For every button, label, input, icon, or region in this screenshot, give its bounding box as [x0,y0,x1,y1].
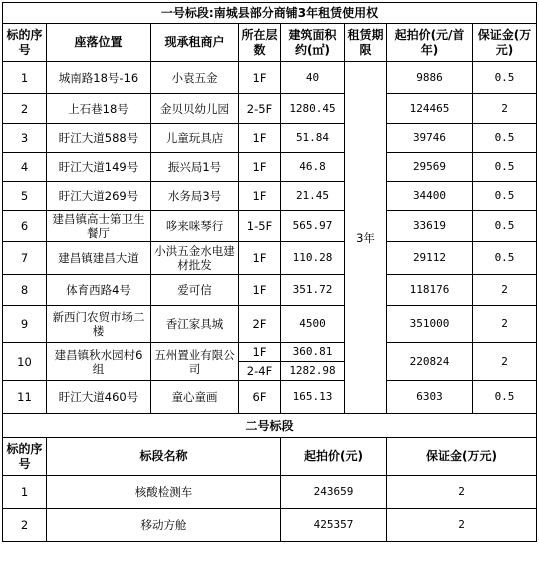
cell-location: 盱江大道269号 [47,182,151,211]
table-row [3,275,537,306]
cell-deposit: 0.5 [473,153,537,182]
cell-area: 40 [281,62,345,94]
cell-seq: 4 [3,153,47,182]
table-row [3,94,537,124]
table-row [3,242,537,275]
cell-name: 移动方舱 [47,509,281,542]
cell-price: 9886 [387,62,473,94]
cell-location: 盱江大道149号 [47,153,151,182]
cell-location: 城南路18号-16 [47,62,151,94]
cell-name: 核酸检测车 [47,476,281,509]
cell-tenant: 小洪五金水电建材批发 [151,242,239,275]
cell-price: 351000 [387,306,473,343]
cell-floor: 1F [239,343,281,362]
cell-seq: 7 [3,242,47,275]
cell-price: 220824 [387,343,473,381]
cell-area: 351.72 [281,275,345,306]
header-price: 起拍价(元) [281,438,387,476]
cell-location: 上石巷18号 [47,94,151,124]
cell-tenant: 小袁五金 [151,62,239,94]
cell-floor: 2-5F [239,94,281,124]
cell-deposit: 2 [473,275,537,306]
cell-area: 21.45 [281,182,345,211]
cell-deposit: 0.5 [473,242,537,275]
table-row [3,153,537,182]
cell-floor: 1-5F [239,211,281,242]
section1-header-row [3,24,537,62]
table-row [3,381,537,414]
table-row [3,182,537,211]
cell-deposit: 2 [473,343,537,381]
cell-seq: 3 [3,124,47,153]
cell-floor: 2-4F [239,362,281,381]
cell-seq: 11 [3,381,47,414]
cell-location: 建昌镇高士第卫生餐厅 [47,211,151,242]
cell-area: 110.28 [281,242,345,275]
header-area: 建筑面积约(㎡) [281,24,345,62]
header-seq: 标的序号 [3,24,47,62]
cell-tenant: 振兴局1号 [151,153,239,182]
header-deposit: 保证金(万元) [387,438,537,476]
cell-area: 46.8 [281,153,345,182]
section2-title: 二号标段 [3,414,537,438]
cell-seq: 9 [3,306,47,343]
cell-location: 建昌镇建昌大道 [47,242,151,275]
cell-location: 体育西路4号 [47,275,151,306]
table-row [3,124,537,153]
cell-seq: 6 [3,211,47,242]
cell-tenant: 儿童玩具店 [151,124,239,153]
cell-tenant: 金贝贝幼儿园 [151,94,239,124]
table-row [3,306,537,343]
cell-price: 29569 [387,153,473,182]
cell-tenant: 爱可信 [151,275,239,306]
cell-floor: 1F [239,62,281,94]
cell-seq: 8 [3,275,47,306]
header-seq: 标的序号 [3,438,47,476]
cell-area: 1280.45 [281,94,345,124]
cell-tenant: 哆来咪琴行 [151,211,239,242]
cell-deposit: 2 [387,476,537,509]
cell-location: 盱江大道588号 [47,124,151,153]
table-row [3,211,537,242]
cell-seq: 5 [3,182,47,211]
cell-price: 29112 [387,242,473,275]
cell-seq: 2 [3,94,47,124]
cell-deposit: 0.5 [473,62,537,94]
cell-tenant: 童心童画 [151,381,239,414]
cell-seq: 1 [3,476,47,509]
cell-deposit: 2 [473,94,537,124]
cell-price: 33619 [387,211,473,242]
cell-seq: 2 [3,509,47,542]
header-location: 座落位置 [47,24,151,62]
cell-deposit: 0.5 [473,381,537,414]
header-deposit: 保证金(万元) [473,24,537,62]
cell-deposit: 0.5 [473,211,537,242]
cell-deposit: 2 [473,306,537,343]
cell-tenant: 水务局3号 [151,182,239,211]
header-term: 租赁期限 [345,24,387,62]
cell-area: 1282.98 [281,362,345,381]
section2-header-row [3,438,537,476]
cell-area: 51.84 [281,124,345,153]
cell-tenant: 香江家具城 [151,306,239,343]
cell-price: 6303 [387,381,473,414]
cell-location: 盱江大道460号 [47,381,151,414]
header-tenant: 现承租商户 [151,24,239,62]
table-row [3,476,537,509]
cell-area: 4500 [281,306,345,343]
cell-seq: 1 [3,62,47,94]
cell-location: 建昌镇秋水园村6组 [47,343,151,381]
cell-floor: 1F [239,124,281,153]
cell-area: 165.13 [281,381,345,414]
cell-floor: 1F [239,182,281,211]
cell-price: 34400 [387,182,473,211]
cell-floor: 1F [239,242,281,275]
table-row [3,343,537,362]
cell-term: 3年 [345,62,387,414]
header-floor: 所在层数 [239,24,281,62]
cell-deposit: 0.5 [473,182,537,211]
cell-price: 118176 [387,275,473,306]
cell-floor: 2F [239,306,281,343]
lease-auction-table [2,2,537,542]
cell-area: 360.81 [281,343,345,362]
section1-title: 一号标段:南城县部分商铺3年租赁使用权 [3,3,537,24]
table-row [3,509,537,542]
cell-price: 39746 [387,124,473,153]
cell-seq: 10 [3,343,47,381]
cell-floor: 1F [239,275,281,306]
cell-area: 565.97 [281,211,345,242]
cell-floor: 6F [239,381,281,414]
cell-price: 425357 [281,509,387,542]
cell-deposit: 2 [387,509,537,542]
cell-price: 124465 [387,94,473,124]
cell-tenant: 五州置业有限公司 [151,343,239,381]
header-price: 起拍价(元/首年) [387,24,473,62]
table-row [3,62,537,94]
header-name: 标段名称 [47,438,281,476]
cell-floor: 1F [239,153,281,182]
cell-location: 新西门农贸市场二楼 [47,306,151,343]
cell-deposit: 0.5 [473,124,537,153]
cell-price: 243659 [281,476,387,509]
